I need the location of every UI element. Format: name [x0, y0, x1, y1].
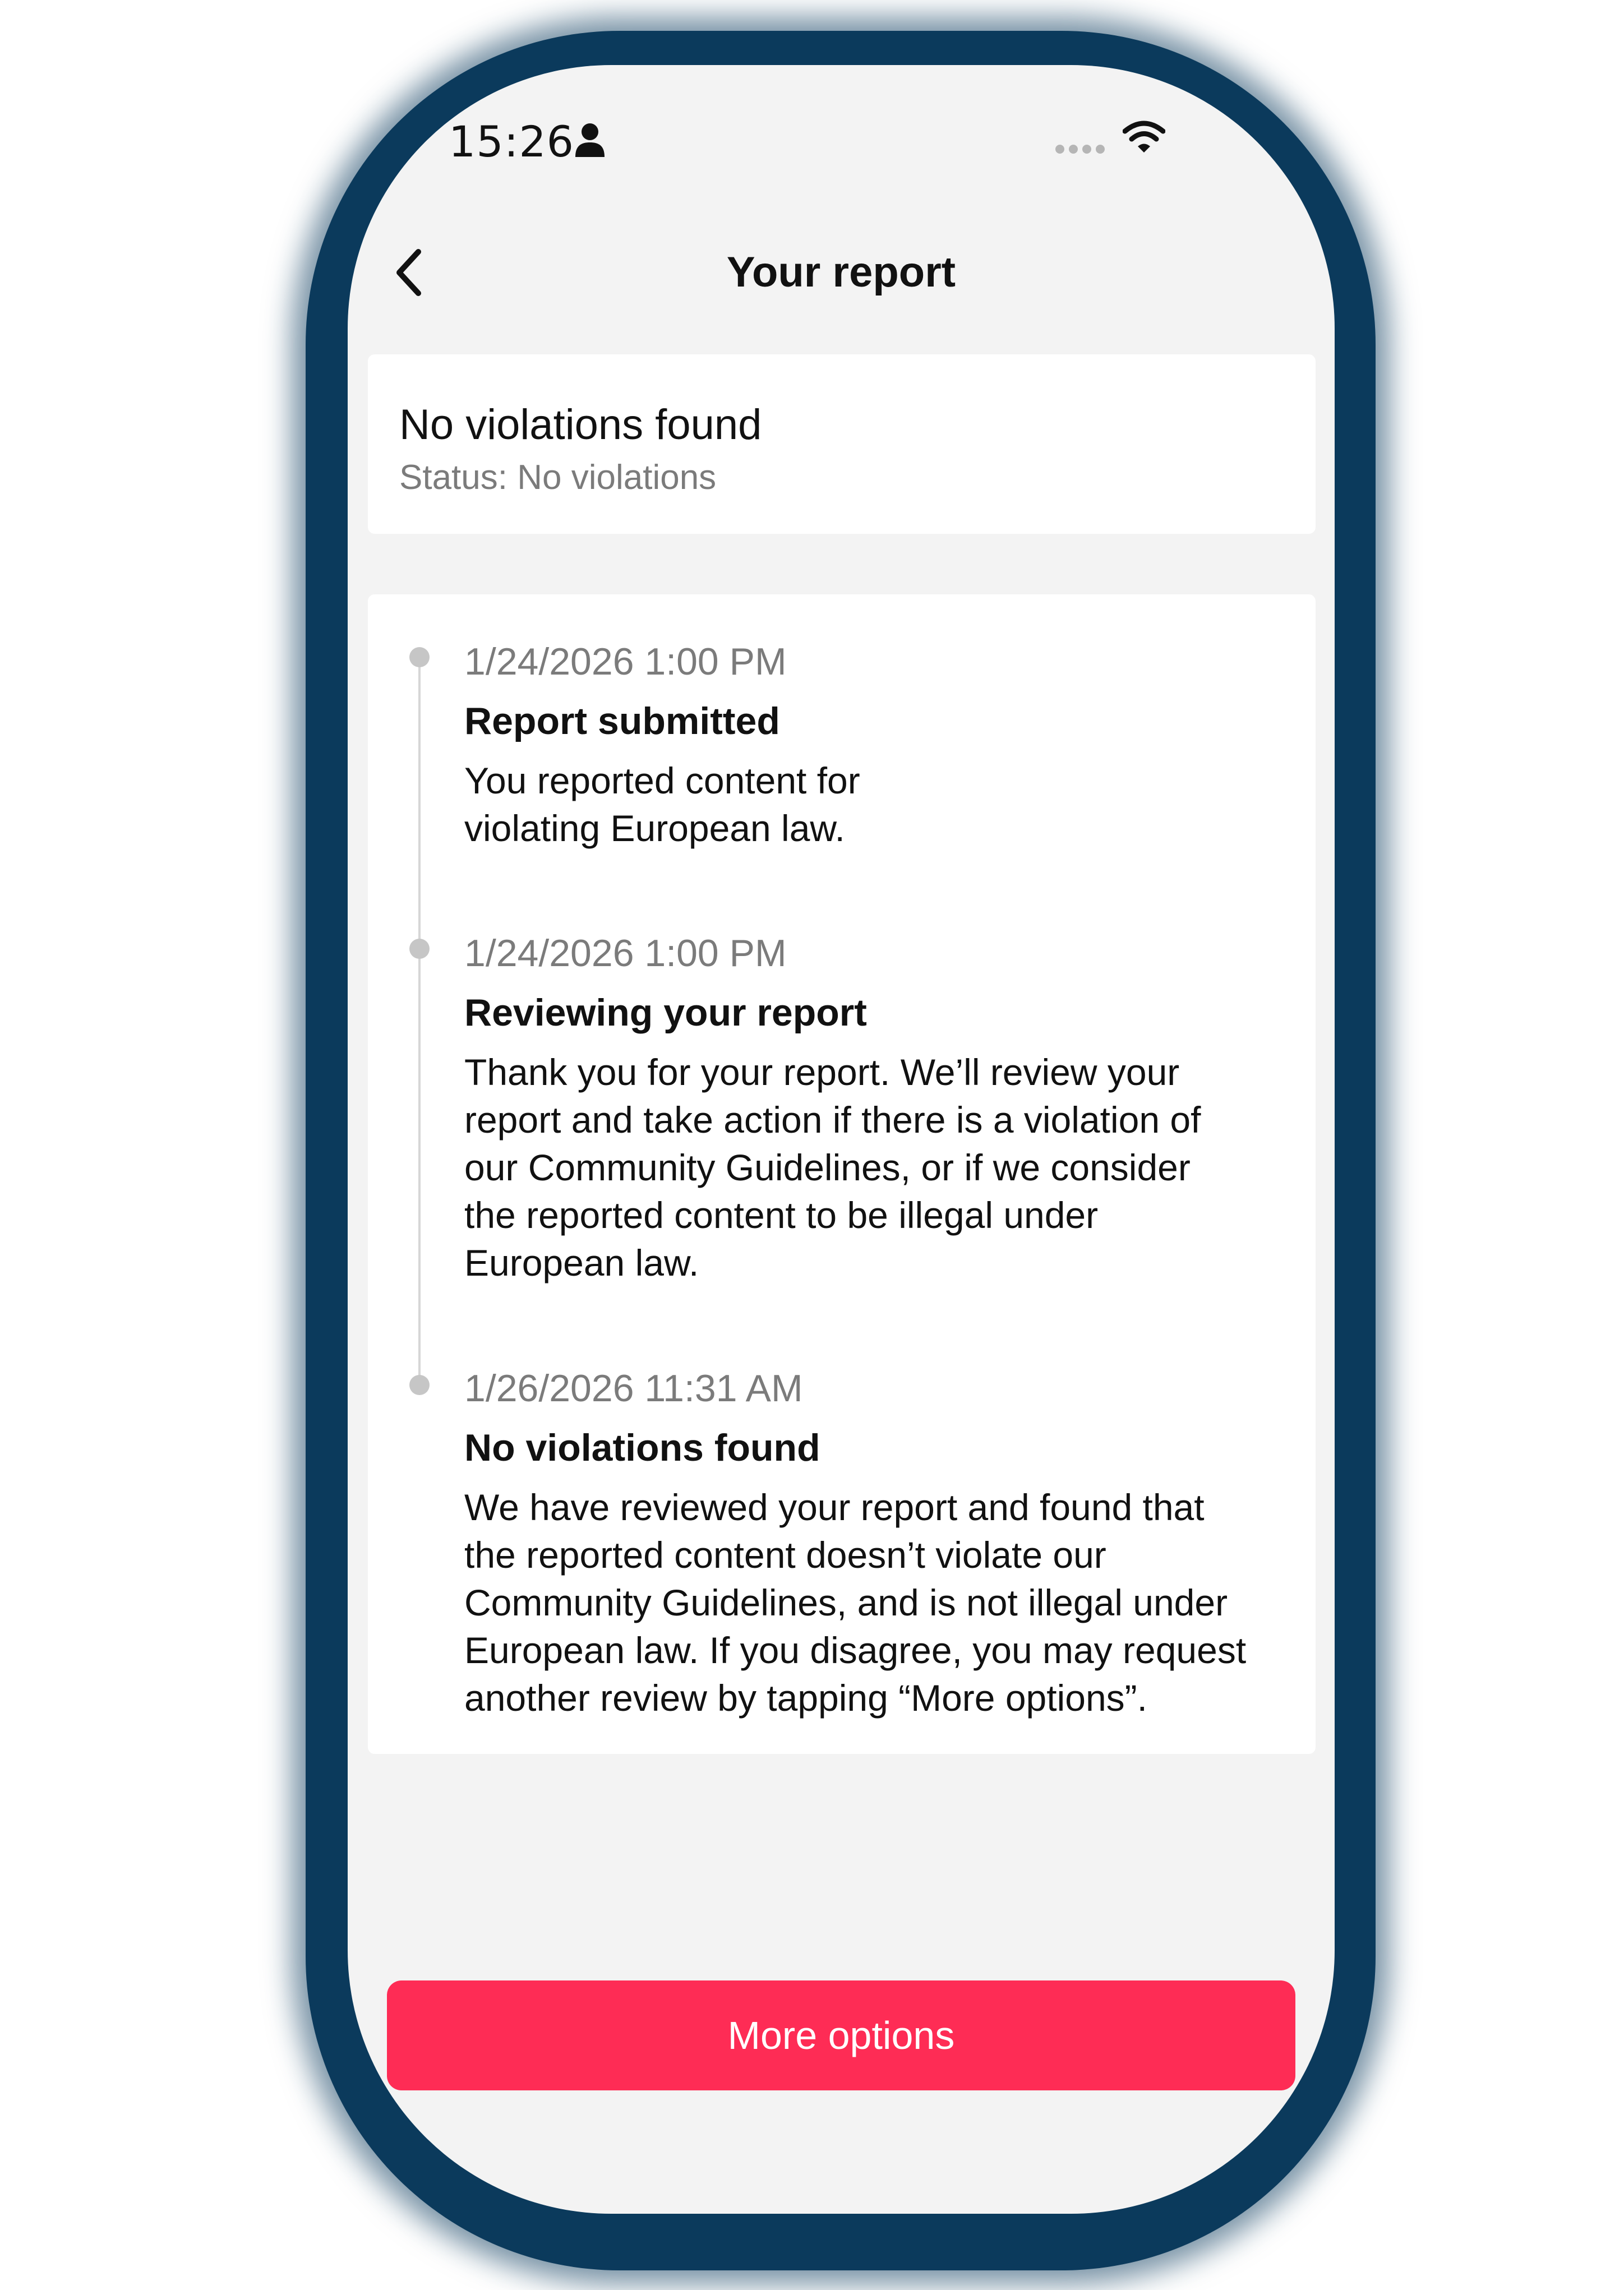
- event-description: We have reviewed your report and found that the reported content doesn’t violate our Community Guidelines, and is not illegal under European law. If you disagree, you may request another review by tapping “More options”.: [464, 1486, 1247, 1719]
- app-screen: [348, 65, 1335, 2214]
- person-icon: [574, 122, 606, 158]
- status-card-title: No violations found: [399, 401, 762, 449]
- status-card-status: Status: No violations: [399, 458, 717, 497]
- wifi-icon: [1123, 119, 1165, 154]
- timeline-dot: [409, 939, 430, 959]
- event-title: Report submitted: [464, 700, 780, 742]
- timeline-dot: [409, 647, 430, 667]
- signal-dots-icon: [1054, 144, 1106, 155]
- event-time: 1/24/2026 1:00 PM: [464, 932, 787, 975]
- more-options-button[interactable]: More options: [387, 1980, 1295, 2090]
- event-title: Reviewing your report: [464, 991, 867, 1034]
- status-card: [368, 354, 1316, 534]
- event-description: Thank you for your report. We’ll review your report and take action if there is a violation of our Community Guidelines, or if we consider the reported content to be illegal under European law.: [464, 1051, 1201, 1283]
- timeline-event-submitted: [464, 640, 1294, 852]
- event-description: You reported content for violating European law.: [464, 760, 860, 849]
- event-time: 1/26/2026 11:31 AM: [464, 1367, 803, 1410]
- timeline-event-result: [464, 1369, 1294, 1722]
- event-time: 1/24/2026 1:00 PM: [464, 640, 787, 683]
- timeline-line: [418, 657, 421, 1385]
- status-time: 15:26: [449, 117, 575, 167]
- timeline-card: [368, 594, 1316, 1754]
- page-title: Your report: [726, 248, 956, 296]
- timeline-dot: [409, 1375, 430, 1395]
- timeline-event-reviewing: [464, 934, 1294, 1287]
- event-title: No violations found: [464, 1426, 820, 1469]
